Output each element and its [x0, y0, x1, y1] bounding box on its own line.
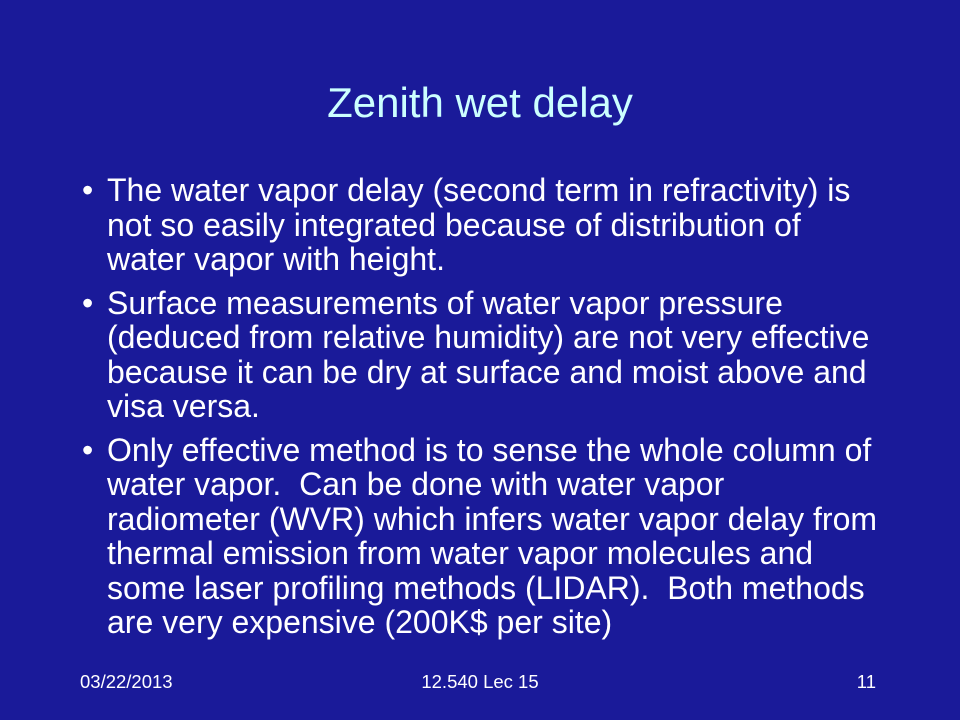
bullet-list: [82, 172, 937, 649]
bullet-icon: •: [82, 284, 94, 321]
bullet-icon: •: [82, 172, 94, 208]
bullet-line: visa versa.: [107, 388, 260, 424]
bullet-line: (deduced from relative humidity) are not very effective: [107, 319, 870, 355]
bullet-line: not so easily integrated because of distribution of: [107, 206, 801, 243]
bullet-line: water vapor with height.: [107, 241, 445, 277]
bullet-line: because it can be dry at surface and moist above and: [107, 353, 867, 390]
bullet-icon: •: [82, 431, 94, 468]
footer-date: 03/22/2013: [80, 671, 173, 692]
bullet-line: some laser profiling methods (LIDAR). Both methods: [107, 569, 865, 606]
footer-page-number: 11: [856, 671, 876, 692]
footer-course-label: 12.540 Lec 15: [421, 671, 539, 692]
bullet-line: thermal emission from water vapor molecules and: [107, 535, 814, 571]
bullet-line: The water vapor delay (second term in refractivity) is: [107, 172, 851, 208]
slide-title: Zenith wet delay: [327, 79, 633, 126]
bullet-line: are very expensive (200K$ per site): [107, 604, 613, 640]
bullet-line: Only effective method is to sense the whole column of: [107, 431, 872, 468]
bullet-item: [82, 172, 937, 277]
bullet-line: Surface measurements of water vapor pressure: [107, 284, 783, 321]
bullet-line: water vapor. Can be done with water vapor: [107, 466, 725, 502]
bullet-line: radiometer (WVR) which infers water vapor delay from: [107, 500, 878, 537]
bullet-item: [82, 284, 937, 424]
bullet-item: [82, 431, 937, 640]
